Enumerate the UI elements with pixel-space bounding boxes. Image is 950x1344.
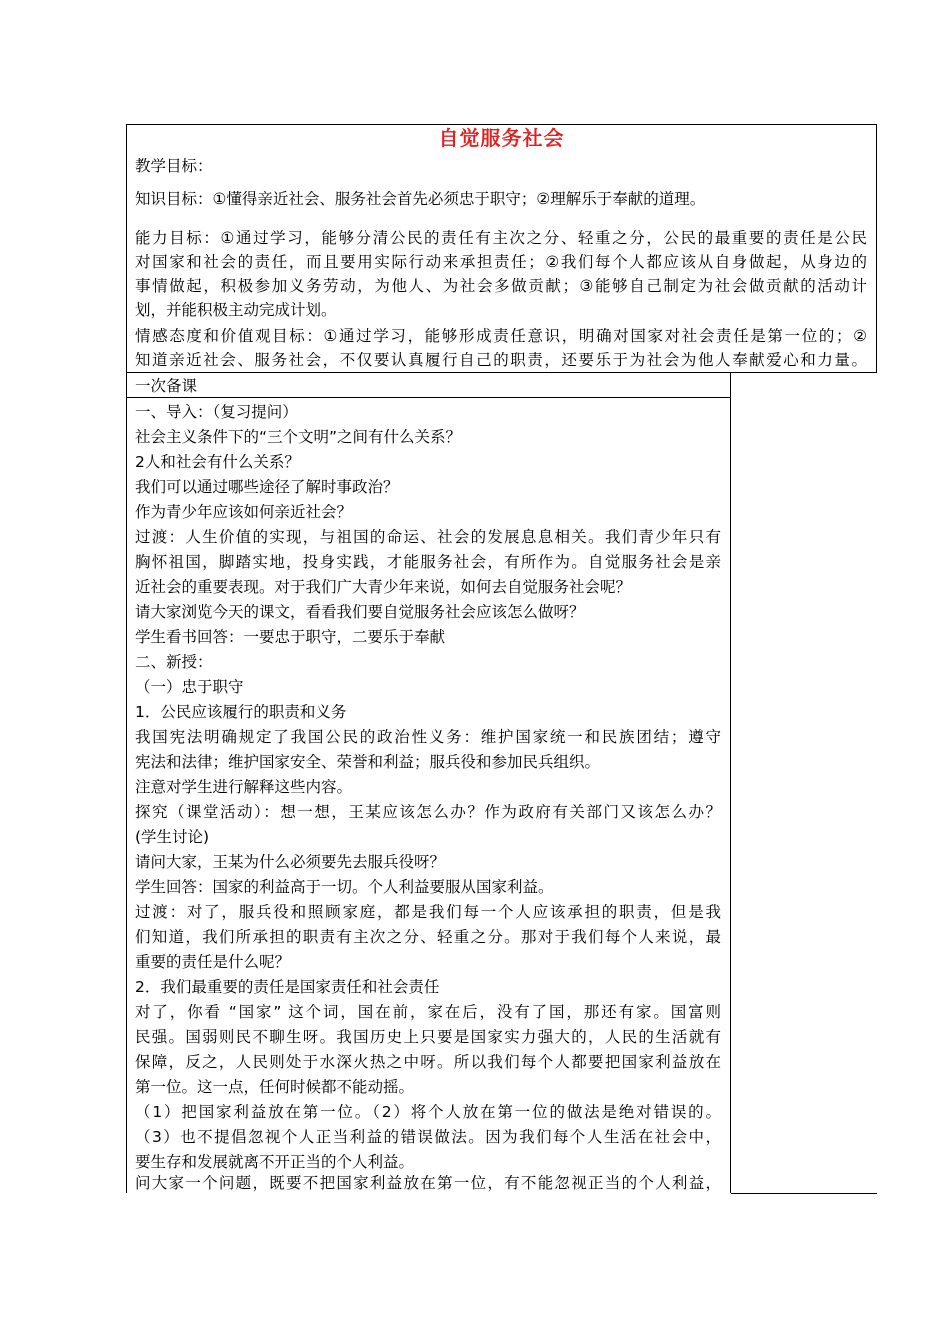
body-line: 请大家浏览今天的课文，看看我们要自觉服务社会应该怎么做呀？ [135, 603, 585, 621]
body-line: 近社会的重要表现。对于我们广大青少年来说，如何去自觉服务社会呢？ [135, 578, 632, 596]
body-line: 民强。国弱则民不聊生呀。我国历史上只要是国家实力强大的，人民的生活就有 [135, 1028, 721, 1046]
content-column-right-border [730, 372, 731, 1193]
body-line: 我们可以通过哪些途径了解时事政治？ [135, 478, 399, 496]
body-line: 我国宪法明确规定了我国公民的政治性义务：维护国家统一和民族团结；遵守 [135, 728, 721, 746]
body-line: （3）也不提倡忽视个人正当利益的错误做法。因为我们每个人生活在社会中， [135, 1128, 721, 1146]
body-line: 保障，反之，人民则处于水深火热之中呀。所以我们每个人都要把国家利益放在 [135, 1053, 721, 1071]
header-bottom-border [126, 397, 731, 398]
body-line: 胸怀祖国，脚踏实地，投身实践，才能服务社会，有所作为。自觉服务社会是亲 [135, 553, 721, 571]
body-line: 注意对学生进行解释这些内容。 [135, 778, 353, 796]
goal-emotion-line: 知道亲近社会、服务社会，不仅要认真履行自己的职责，还要乐于为社会为他人奉献爱心和力量。 [135, 351, 867, 369]
body-line: 2．我们最重要的责任是国家责任和社会责任 [135, 978, 440, 996]
body-line: 2人和社会有什么关系？ [135, 453, 300, 471]
body-line: 过渡：人生价值的实现，与祖国的命运、社会的发展息息相关。我们青少年只有 [135, 528, 721, 546]
goal-knowledge: 知识目标：①懂得亲近社会、服务社会首先必须忠于职守；②理解乐于奉献的道理。 [135, 190, 706, 208]
body-line: 问大家一个问题，既要不把国家利益放在第一位，有不能忽视正当的个人利益， [135, 1174, 721, 1192]
page-bottom-rule [731, 1193, 877, 1194]
body-line: (学生讨论) [135, 828, 210, 846]
body-line: 们知道，我们所承担的职责有主次之分、轻重之分。那对于我们每个人来说，最 [135, 928, 721, 946]
goal-ability-line: 能力目标：①通过学习，能够分清公民的责任有主次之分、轻重之分，公民的最重要的责任是公民 [135, 229, 867, 247]
body-line: 宪法和法律；维护国家安全、荣誉和利益；服兵役和参加民兵组织。 [135, 753, 601, 771]
section-header: 一次备课 [135, 377, 198, 395]
body-line: 探究（课堂活动）：想一想，王某应该怎么办？作为政府有关部门又该怎么办？ [135, 803, 721, 821]
body-line: 请问大家，王某为什么必须要先去服兵役呀？ [135, 853, 446, 871]
body-line: （一）忠于职守 [135, 678, 244, 696]
body-line: 二、新授： [135, 653, 213, 671]
body-line: 对了，你看 “国家” 这个词，国在前，家在后，没有了国，那还有家。国富则 [135, 1003, 721, 1021]
body-line: （1）把国家利益放在第一位。（2）将个人放在第一位的做法是绝对错误的。 [135, 1103, 721, 1121]
body-line: 社会主义条件下的“三个文明”之间有什么关系？ [135, 428, 462, 446]
body-line: 第一位。这一点，任何时候都不能动摇。 [135, 1078, 415, 1096]
body-line: 要生存和发展就离不开正当的个人利益。 [135, 1153, 415, 1171]
body-line: 重要的责任是什么呢？ [135, 953, 291, 971]
table-left-border [126, 124, 127, 1193]
body-line: 作为青少年应该如何亲近社会？ [135, 503, 353, 521]
goals-heading: 教学目标： [135, 157, 213, 175]
body-line: 一、导入：（复习提问） [135, 403, 298, 421]
goal-ability-line: 对国家和社会的责任，而且要用实际行动来承担责任；②我们每个人都应该从自身做起，从身边的 [135, 253, 867, 271]
body-line: 学生回答：国家的利益高于一切。个人利益要服从国家利益。 [135, 878, 554, 896]
goal-ability-line: 划，并能积极主动完成计划。 [135, 301, 337, 319]
body-line: 学生看书回答：一要忠于职守，二要乐于奉献 [135, 628, 446, 646]
document-title: 自觉服务社会 [438, 126, 565, 150]
body-line: 1．公民应该履行的职责和义务 [135, 703, 347, 721]
goals-bottom-border [126, 372, 877, 373]
goal-emotion-line: 情感态度和价值观目标：①通过学习，能够形成责任意识，明确对国家对社会责任是第一位的；② [135, 327, 867, 345]
goal-ability-line: 事情做起，积极参加义务劳动，为他人、为社会多做贡献；③能够自己制定为社会做贡献的活动计 [135, 277, 867, 295]
table-right-border-top [876, 124, 877, 372]
body-line: 过渡：对了，服兵役和照顾家庭，都是我们每一个人应该承担的职责，但是我 [135, 903, 721, 921]
